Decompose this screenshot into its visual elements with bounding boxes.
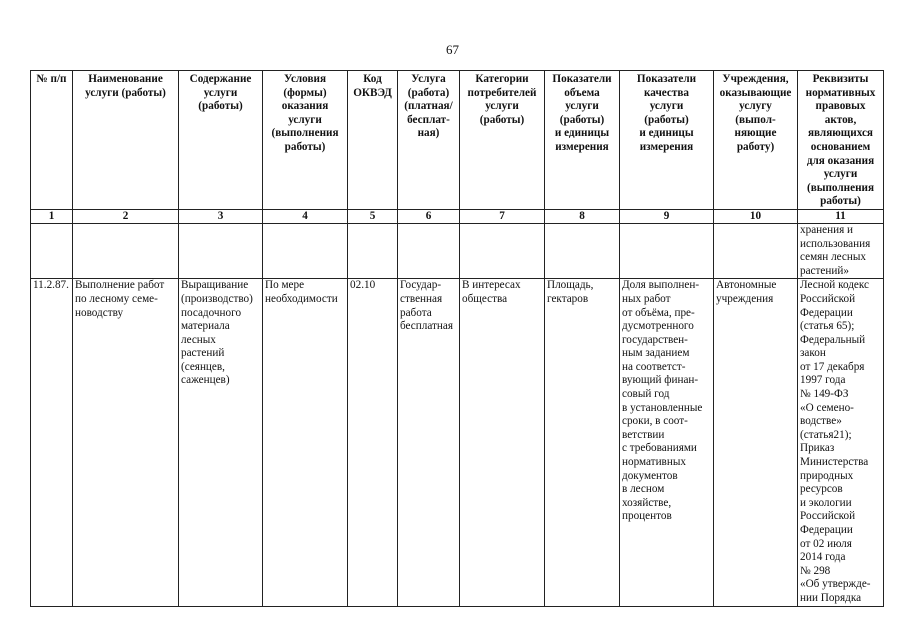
row-number: 11.2.87. [31, 279, 73, 606]
service-content: Выращивание (производство) посадочного материала лесных растений (сеянцев, саженцев) [179, 279, 263, 606]
providing-institutions: Автономные учреждения [714, 279, 798, 606]
header-col-2: Наименование услуги (работы) [73, 71, 179, 210]
empty-cell [620, 223, 714, 278]
column-number: 2 [73, 209, 179, 223]
continuation-legal-acts: хранения и использования семян лесных растений» [798, 223, 884, 278]
header-col-10: Учреждения, оказывающие услугу (выпол- няющие работу) [714, 71, 798, 210]
header-col-3: Содержание услуги (работы) [179, 71, 263, 210]
empty-cell [263, 223, 348, 278]
services-table [30, 70, 884, 607]
column-number: 8 [545, 209, 620, 223]
volume-indicators: Площадь, гектаров [545, 279, 620, 606]
header-col-6: Услуга (работа) (платная/ бесплат- ная) [398, 71, 460, 210]
column-number: 11 [798, 209, 884, 223]
continuation-row [31, 223, 884, 278]
empty-cell [398, 223, 460, 278]
header-col-11: Реквизиты нормативных правовых актов, являющихся основанием для оказания услуги (выполнения работы) [798, 71, 884, 210]
page-number: 67 [446, 42, 459, 57]
empty-cell [73, 223, 179, 278]
column-number: 9 [620, 209, 714, 223]
header-row [31, 71, 884, 210]
empty-cell [31, 223, 73, 278]
header-col-1: № п/п [31, 71, 73, 210]
column-number: 5 [348, 209, 398, 223]
column-number-row [31, 209, 884, 223]
empty-cell [714, 223, 798, 278]
empty-cell [348, 223, 398, 278]
column-number: 10 [714, 209, 798, 223]
quality-indicators: Доля выполнен- ных работ от объёма, пре- дусмотренного государствен- ным заданием на соответст- вующий финан- совый год в установленные сроки, в соот- ветствии с требованиями нормативных документов в лесном хозяйстве, процентов [620, 279, 714, 606]
column-number: 6 [398, 209, 460, 223]
service-conditions: По мере необходимости [263, 279, 348, 606]
legal-acts: Лесной кодекс Российской Федерации (статья 65); Федеральный закон от 17 декабря 1997 года № 149-ФЗ «О семено- водстве» (статья21); Приказ Министерства природных ресурсов и экологии Российской Федерации от 02 июля 2014 года № 298 «Об утвержде- нии Порядка [798, 279, 884, 606]
column-number: 1 [31, 209, 73, 223]
okved-code: 02.10 [348, 279, 398, 606]
header-col-5: Код ОКВЭД [348, 71, 398, 210]
column-number: 7 [460, 209, 545, 223]
header-col-8: Показатели объема услуги (работы) и единицы измерения [545, 71, 620, 210]
consumer-categories: В интересах общества [460, 279, 545, 606]
table-row [31, 279, 884, 606]
header-col-4: Условия (формы) оказания услуги (выполнения работы) [263, 71, 348, 210]
empty-cell [460, 223, 545, 278]
service-paid-status: Государ- ственная работа бесплатная [398, 279, 460, 606]
header-col-7: Категории потребителей услуги (работы) [460, 71, 545, 210]
header-col-9: Показатели качества услуги (работы) и единицы измерения [620, 71, 714, 210]
column-number: 3 [179, 209, 263, 223]
empty-cell [545, 223, 620, 278]
empty-cell [179, 223, 263, 278]
column-number: 4 [263, 209, 348, 223]
service-name: Выполнение работ по лесному семе- новодству [73, 279, 179, 606]
